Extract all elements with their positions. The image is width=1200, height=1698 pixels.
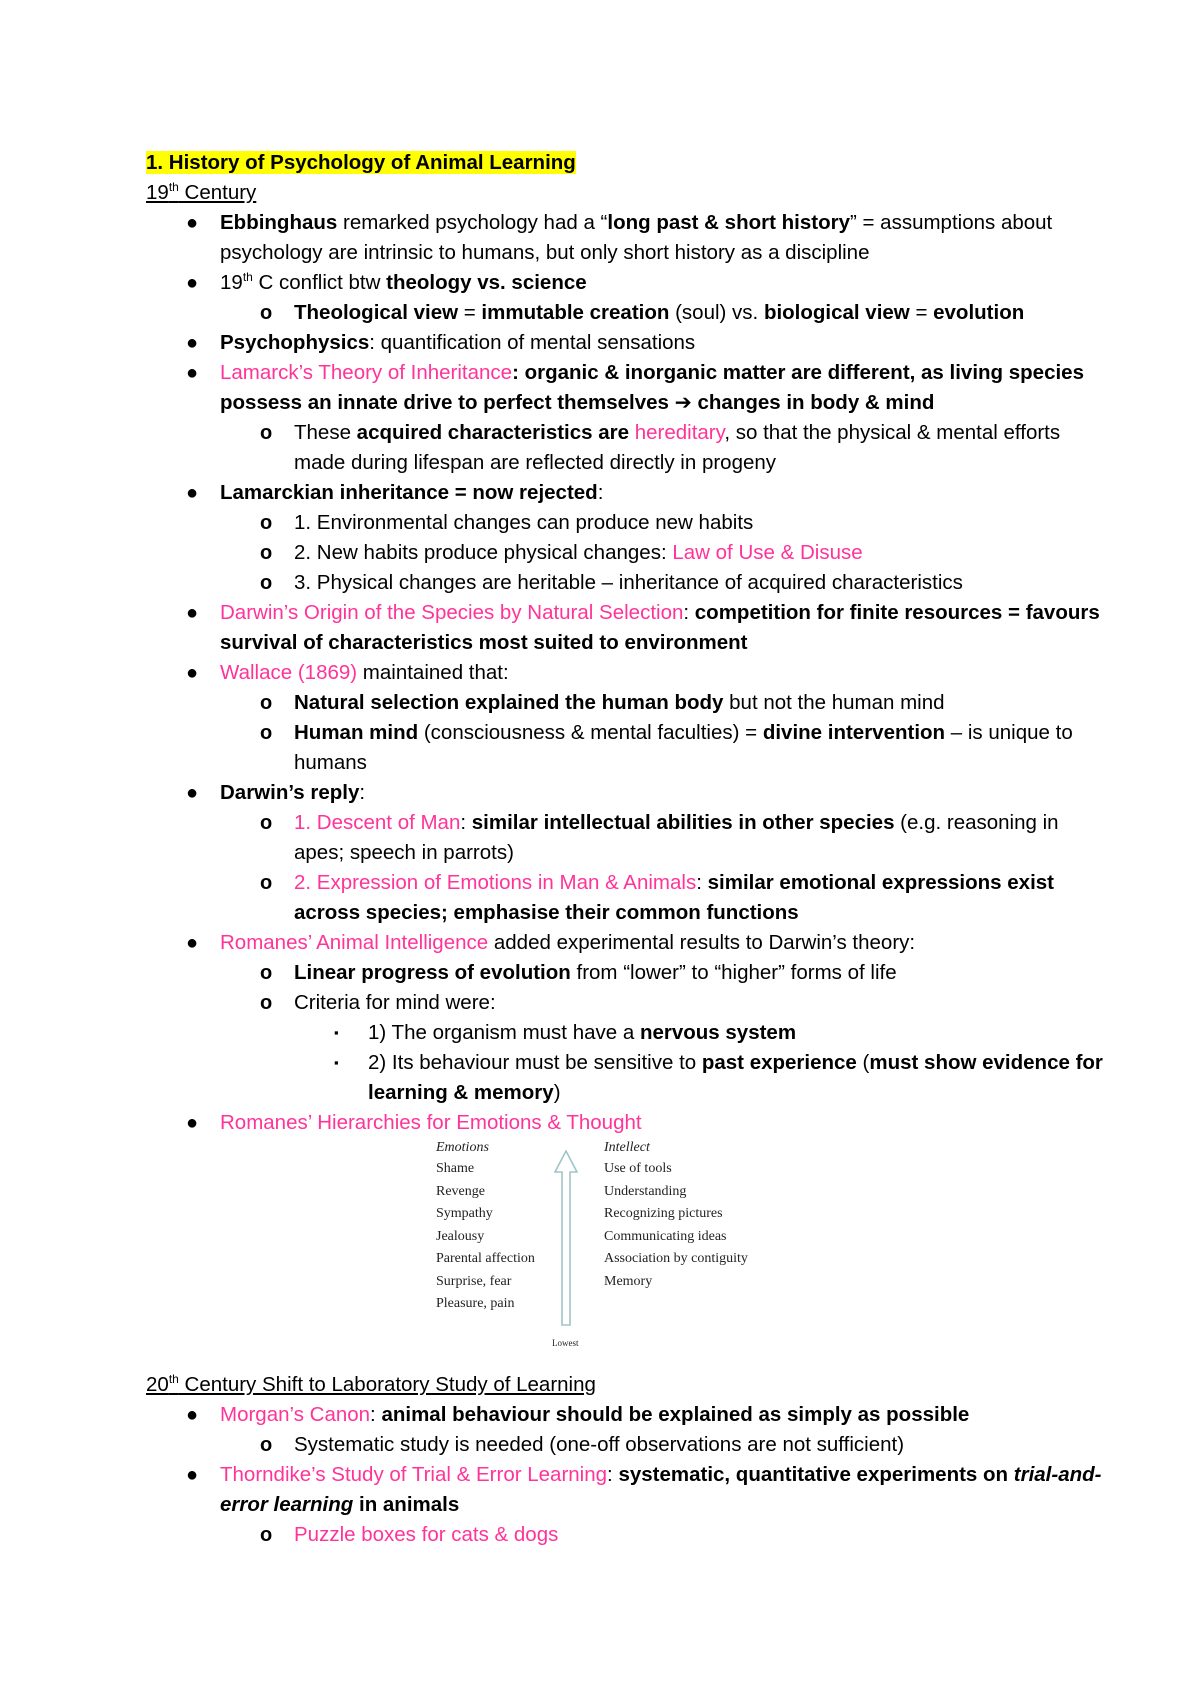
intellect-item: Use of tools xyxy=(604,1161,672,1176)
bullet-dot: ● xyxy=(186,272,199,294)
subheading-20th-century: 20th Century Shift to Laboratory Study of Learning xyxy=(146,1372,596,1396)
intellect-header: Intellect xyxy=(604,1140,650,1155)
emotion-item: Sympathy xyxy=(436,1206,493,1221)
bullet-dot: ● xyxy=(186,932,199,954)
bullet-thorndike: ● Thorndike’s Study of Trial & Error Learning: systematic, quantitative experiments on trial-and-error learning in animals xyxy=(146,1460,1106,1520)
sub-bullet-acquired: o These acquired characteristics are hereditary, so that the physical & mental efforts made during lifespan are reflected directly in progeny xyxy=(146,418,1106,478)
bullet-wallace: ● Wallace (1869) maintained that: xyxy=(146,658,1106,688)
bullet-square: ▪ xyxy=(334,1055,339,1070)
intellect-item: Association by contiguity xyxy=(604,1251,748,1266)
bullet-romanes-hierarchies: ● Romanes’ Hierarchies for Emotions & Thought xyxy=(146,1108,1106,1138)
bullet-dot: ● xyxy=(186,1464,199,1486)
emotions-column xyxy=(436,1138,535,1316)
bullet-dot: ● xyxy=(186,1112,199,1134)
bullet-circle: o xyxy=(260,542,273,564)
notes-body xyxy=(146,148,1106,1550)
sub-bullet-puzzle-boxes: o Puzzle boxes for cats & dogs xyxy=(146,1520,1106,1550)
bullet-square: ▪ xyxy=(334,1025,339,1040)
bullet-circle: o xyxy=(260,302,273,324)
bullet-ebbinghaus: ● Ebbinghaus remarked psychology had a “long past & short history” = assumptions about psychology are intrinsic to humans, but only short history as a discipline xyxy=(146,208,1106,268)
sub-bullet-systematic: o Systematic study is needed (one-off observations are not sufficient) xyxy=(146,1430,1106,1460)
sub-bullet-descent: o 1. Descent of Man: similar intellectual abilities in other species (e.g. reasoning in apes; speech in parrots) xyxy=(146,808,1106,868)
sub-bullet-expression: o 2. Expression of Emotions in Man & Animals: similar emotional expressions exist across species; emphasise their common functions xyxy=(146,868,1106,928)
emotion-item: Revenge xyxy=(436,1183,485,1199)
sub-sub-bullet-experience: ▪ 2) Its behaviour must be sensitive to past experience (must show evidence for learning & memory) xyxy=(146,1048,1106,1108)
sub-sub-bullet-nervous: ▪ 1) The organism must have a nervous system xyxy=(146,1018,1106,1048)
bullet-circle: o xyxy=(260,872,273,894)
bullet-dot: ● xyxy=(186,362,199,384)
sub-bullet-3: o 3. Physical changes are heritable – inheritance of acquired characteristics xyxy=(146,568,1106,598)
heading-text: 1. History of Psychology of Animal Learning xyxy=(146,151,576,174)
bullet-psychophysics: ● Psychophysics: quantification of mental sensations xyxy=(146,328,1106,358)
sub-bullet-natural-selection: o Natural selection explained the human body but not the human mind xyxy=(146,688,1106,718)
bullet-morgan: ● Morgan’s Canon: animal behaviour should be explained as simply as possible xyxy=(146,1400,1106,1430)
bullet-circle: o xyxy=(260,1524,273,1546)
emotion-item: Parental affection xyxy=(436,1251,535,1266)
intellect-item: Recognizing pictures xyxy=(604,1206,723,1221)
bullet-darwin-origin: ● Darwin’s Origin of the Species by Natural Selection: competition for finite resources = favours survival of characteristics most suited to environment xyxy=(146,598,1106,658)
bullet-circle: o xyxy=(260,692,273,714)
up-arrow-icon xyxy=(554,1150,578,1326)
intellect-item: Communicating ideas xyxy=(604,1228,727,1244)
bullet-dot: ● xyxy=(186,332,199,354)
emotion-item: Shame xyxy=(436,1161,475,1176)
emotion-item: Pleasure, pain xyxy=(436,1296,515,1311)
sub-bullet-views: o Theological view = immutable creation (soul) vs. biological view = evolution xyxy=(146,298,1106,328)
sub-bullet-1: o 1. Environmental changes can produce new habits xyxy=(146,508,1106,538)
bullet-circle: o xyxy=(260,992,273,1014)
bullet-circle: o xyxy=(260,572,273,594)
bullet-circle: o xyxy=(260,812,273,834)
intellect-column xyxy=(604,1138,748,1293)
bullet-lamarckian-rejected: ● Lamarckian inheritance = now rejected: xyxy=(146,478,1106,508)
bullet-lamarck: ● Lamarck’s Theory of Inheritance: organic & inorganic matter are different, as living species possess an innate drive to perfect themselves ➔ changes in body & mind xyxy=(146,358,1106,418)
emotion-item: Jealousy xyxy=(436,1228,485,1244)
bullet-dot: ● xyxy=(186,602,199,624)
emotion-item: Surprise, fear xyxy=(436,1273,512,1289)
bullet-theology-science: ● 19th C conflict btw theology vs. science xyxy=(146,268,1106,298)
emotions-header: Emotions xyxy=(436,1140,489,1155)
intellect-item: Memory xyxy=(604,1273,653,1289)
bullet-dot: ● xyxy=(186,662,199,684)
bullet-circle: o xyxy=(260,512,273,534)
bullet-dot: ● xyxy=(186,782,199,804)
lowest-label: Lowest xyxy=(552,1338,579,1348)
bullet-dot: ● xyxy=(186,1404,199,1426)
bullet-circle: o xyxy=(260,422,273,444)
bullet-circle: o xyxy=(260,1434,273,1456)
sub-bullet-criteria: o Criteria for mind were: xyxy=(146,988,1106,1018)
sub-bullet-2: o 2. New habits produce physical changes: Law of Use & Disuse xyxy=(146,538,1106,568)
intellect-item: Understanding xyxy=(604,1183,687,1199)
bullet-darwin-reply: ● Darwin’s reply: xyxy=(146,778,1106,808)
arrow-icon: ➔ xyxy=(674,391,692,414)
hierarchy-figure xyxy=(436,1138,796,1348)
bullet-circle: o xyxy=(260,962,273,984)
bullet-circle: o xyxy=(260,722,273,744)
bullet-romanes-intelligence: ● Romanes’ Animal Intelligence added experimental results to Darwin’s theory: xyxy=(146,928,1106,958)
bullet-dot: ● xyxy=(186,212,199,234)
sub-bullet-linear-progress: o Linear progress of evolution from “lower” to “higher” forms of life xyxy=(146,958,1106,988)
sub-bullet-human-mind: o Human mind (consciousness & mental faculties) = divine intervention – is unique to humans xyxy=(146,718,1106,778)
bullet-dot: ● xyxy=(186,482,199,504)
section-heading xyxy=(146,148,1106,178)
subheading-19th-century: 19th Century xyxy=(146,180,257,204)
